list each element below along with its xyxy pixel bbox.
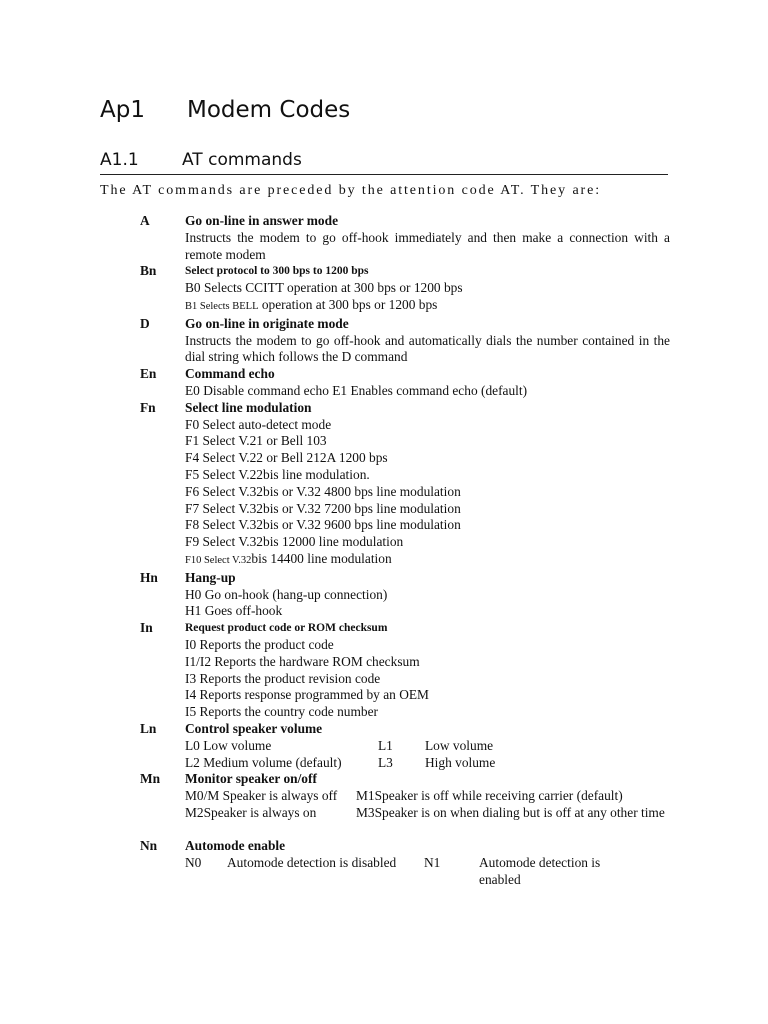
command-In (140, 620, 670, 721)
option-line: F9 Select V.32bis 12000 line modulation (185, 534, 404, 550)
command-Nn (140, 838, 670, 888)
option-text: Low volume (425, 737, 494, 753)
option-line: F4 Select V.22 or Bell 212A 1200 bps (185, 450, 388, 466)
option-line: I1/I2 Reports the hardware ROM checksum (185, 653, 420, 669)
option-text: M3Speaker is on when dialing but is off at any other time (356, 804, 665, 820)
command-title: Request product code or ROM checksum (185, 622, 388, 635)
option-row (185, 788, 670, 805)
section-title: AT commands (182, 150, 302, 170)
command-code: Nn (140, 838, 158, 854)
command-title: Command echo (185, 366, 275, 382)
option-text: M2Speaker is always on (185, 804, 317, 820)
command-title: Select line modulation (185, 399, 312, 415)
command-code: A (140, 213, 150, 228)
command-Bn (140, 263, 670, 315)
option-line: I4 Reports response programmed by an OEM (185, 687, 429, 703)
command-En (140, 366, 670, 400)
option-line: F1 Select V.21 or Bell 103 (185, 433, 327, 449)
option-code: N0 (185, 855, 202, 871)
option-line: F0 Select auto-detect mode (185, 416, 332, 432)
option-code: L1 (378, 737, 393, 753)
command-code: Ln (140, 720, 157, 736)
section-number: A1.1 (100, 150, 139, 170)
command-description: Instructs the modem to go off-hook immediately and then make a connection with a remote modem (185, 229, 670, 262)
option-line: F5 Select V.22bis line modulation. (185, 466, 370, 482)
command-code: Hn (140, 569, 158, 585)
command-title: Automode enable (185, 838, 286, 854)
command-Ln (140, 721, 670, 771)
option-text: L0 Low volume (185, 737, 272, 753)
command-D (140, 316, 670, 366)
intro-paragraph: The AT commands are preceded by the attention code AT. They are: (100, 183, 602, 198)
command-code: Bn (140, 263, 157, 279)
command-Hn (140, 570, 670, 620)
option-text: High volume (425, 754, 496, 770)
option-line: F6 Select V.32bis or V.32 4800 bps line modulation (185, 483, 461, 499)
heading-title: Modem Codes (187, 97, 351, 123)
option-text: L2 Medium volume (default) (185, 754, 342, 770)
option-code: L3 (378, 754, 393, 770)
command-title: Hang-up (185, 569, 236, 585)
option-row (185, 738, 670, 755)
option-line: F8 Select V.32bis or V.32 9600 bps line modulation (185, 517, 461, 533)
option-line: H0 Go on-hook (hang-up connection) (185, 586, 388, 602)
option-line: B0 Selects CCITT operation at 300 bps or 1200 bps (185, 280, 463, 296)
option-row (185, 755, 670, 772)
command-code: D (140, 315, 150, 331)
option-line (185, 551, 670, 570)
option-line: H1 Goes off-hook (185, 603, 283, 619)
command-title: Select protocol to 300 bps to 1200 bps (185, 265, 369, 278)
command-code: Fn (140, 399, 156, 415)
option-text: M0/M Speaker is always off (185, 788, 338, 804)
option-line: I5 Reports the country code number (185, 704, 378, 720)
command-list (140, 213, 670, 889)
command-Mn (140, 771, 670, 838)
command-title: Monitor speaker on/off (185, 771, 317, 787)
option-row (185, 855, 670, 889)
option-line: I3 Reports the product revision code (185, 670, 381, 686)
section-heading (100, 148, 668, 175)
option-line (185, 297, 670, 316)
command-description: Instructs the modem to go off-hook and automatically dials the number contained in the dial string which follows the D command (185, 332, 670, 365)
command-title: Go on-line in answer mode (185, 213, 339, 228)
command-code: Mn (140, 771, 161, 787)
command-A (140, 213, 670, 263)
option-code: F10 Select V.32 (185, 554, 252, 566)
option-text: Automode detection is enabled (479, 855, 601, 888)
option-line: F7 Select V.32bis or V.32 7200 bps line modulation (185, 500, 461, 516)
option-line: I0 Reports the product code (185, 636, 334, 652)
command-title: Control speaker volume (185, 720, 323, 736)
option-code: B1 Selects BELL (185, 300, 259, 312)
command-code: En (140, 366, 157, 382)
command-title: Go on-line in originate mode (185, 315, 349, 331)
option-text: Automode detection is disabled (227, 855, 397, 871)
option-text: bis 14400 line modulation (251, 550, 392, 566)
option-code: N1 (424, 855, 441, 871)
command-code: In (140, 620, 153, 636)
option-row (185, 805, 670, 839)
option-line: E0 Disable command echo E1 Enables command echo (default) (185, 382, 528, 398)
option-text: M1Speaker is off while receiving carrier (default) (356, 788, 623, 804)
option-text: operation at 300 bps or 1200 bps (258, 296, 438, 312)
heading-number: Ap1 (100, 97, 145, 123)
command-Fn (140, 400, 670, 570)
